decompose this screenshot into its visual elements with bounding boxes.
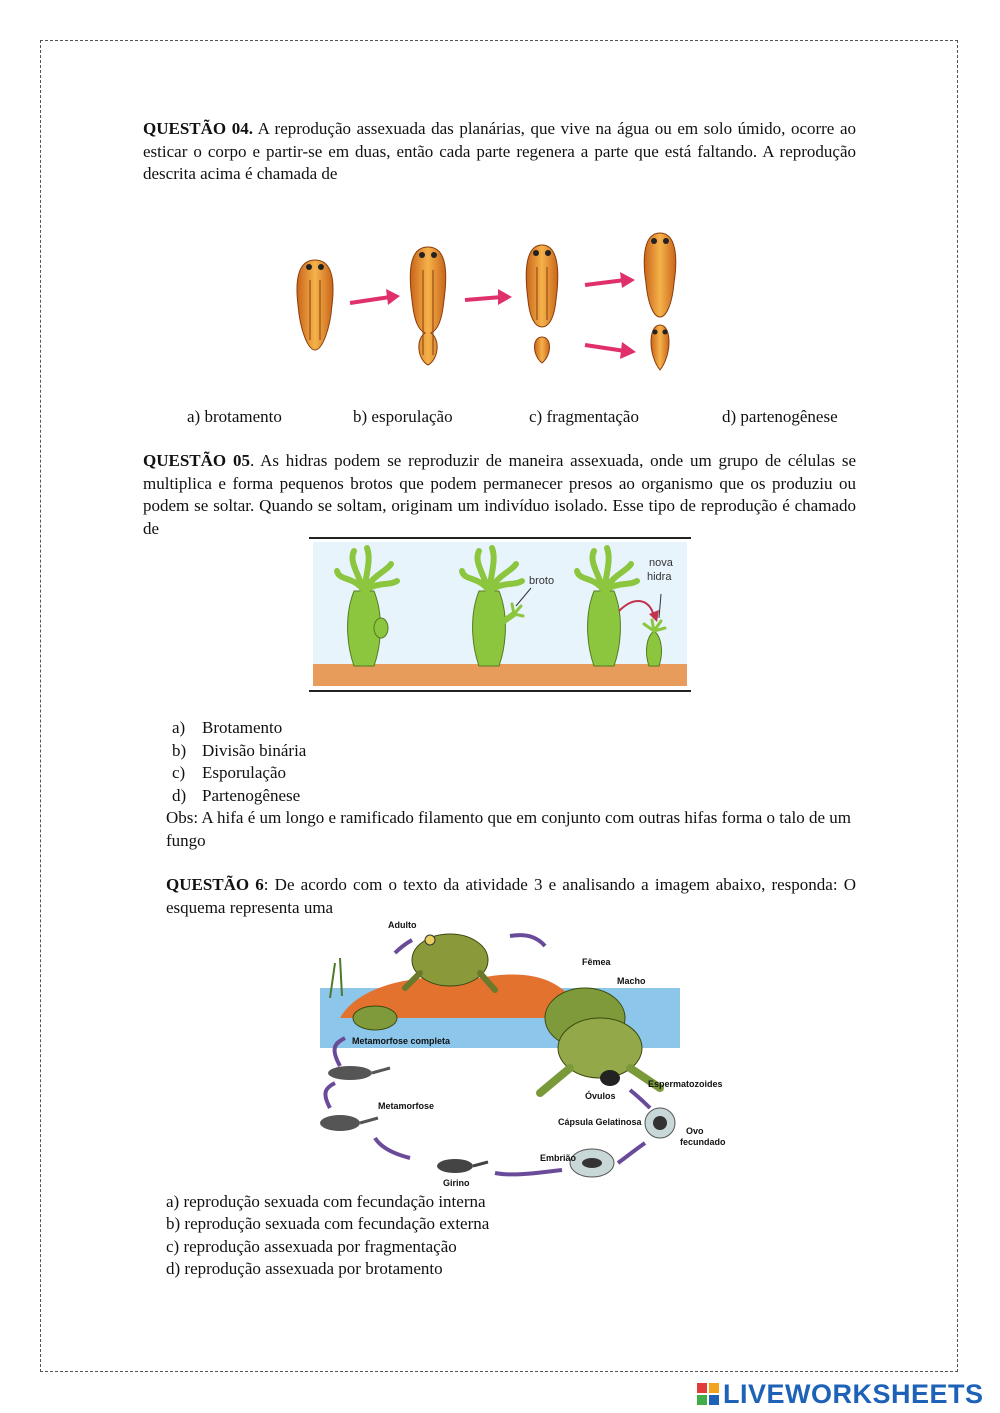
q6-option-b: b) reprodução sexuada com fecundação externa (166, 1214, 490, 1233)
label-espermatozoides: Espermatozoides (648, 1079, 723, 1089)
question-5-heading: QUESTÃO 05 (143, 451, 250, 470)
label-girino: Girino (443, 1178, 470, 1188)
planaria-regenerated (644, 233, 676, 370)
label-fecundado: fecundado (680, 1137, 726, 1147)
question-5-text (143, 450, 856, 540)
question-4-heading: QUESTÃO 04. (143, 119, 253, 138)
q5-option-d: d) Partenogênese (172, 785, 301, 805)
label-metamorfose: Metamorfose (378, 1101, 435, 1111)
question-6-text (166, 874, 856, 919)
q4-option-d: d) partenogênese (722, 407, 838, 426)
label-capsula: Cápsula Gelatinosa (558, 1117, 642, 1127)
label-adulto: Adulto (388, 920, 417, 930)
liveworksheets-logo (697, 1378, 984, 1410)
question-4-text (143, 118, 856, 186)
q5-options (172, 717, 306, 807)
label-metamorfose-completa: Metamorfose completa (352, 1036, 451, 1046)
label-ovulos: Óvulos (585, 1091, 616, 1101)
q6-option-d: d) reprodução assexuada por brotamento (166, 1259, 443, 1278)
label-femea: Fêmea (582, 957, 611, 967)
q5-option-a: a) Brotamento (172, 718, 283, 737)
new-hydra-label-1: nova (649, 557, 673, 569)
label-embriao: Embrião (540, 1153, 577, 1163)
q5-option-b: b) Divisão binária (172, 740, 307, 760)
q4-option-c: c) fragmentação (529, 407, 639, 426)
question-6-heading: QUESTÃO 6 (166, 875, 264, 894)
label-ovo: Ovo (686, 1126, 704, 1136)
q5-note: Obs: A hifa é um longo e ramificado filamento que em conjunto com outras hifas forma o talo de um fungo (166, 808, 852, 850)
q4-option-a: a) brotamento (187, 407, 282, 426)
hydra-figure (309, 536, 691, 696)
question-4-body: A reprodução assexuada das planárias, que vive na água ou em solo úmido, ocorre ao esticar o corpo e partir-se em duas, então cada parte regenera a parte que está faltando. A reprodução descrita acima é chamada de (143, 119, 856, 183)
question-5-body: . As hidras podem se reproduzir de maneira assexuada, onde um grupo de células se multiplica e forma pequenos brotos que podem permanecer presos ao organismo que os produziu ou podem se soltar. Quando se soltam, originam um indivíduo isolado. Esse tipo de reprodução é chamado de (143, 451, 857, 538)
planaria-whole (297, 260, 333, 350)
liveworksheets-brand: LIVEWORKSHEETS (723, 1378, 984, 1409)
liveworksheets-logo-icon (697, 1383, 719, 1405)
planaria-figure (280, 225, 700, 380)
q5-option-c: c) Esporulação (172, 763, 287, 782)
q6-option-a: a) reprodução sexuada com fecundação interna (166, 1192, 486, 1211)
frog-lifecycle-figure (300, 918, 730, 1190)
q6-option-c: c) reprodução assexuada por fragmentação (166, 1237, 457, 1256)
q4-option-b: b) esporulação (353, 407, 453, 426)
new-hydra-label-2: hidra (647, 571, 672, 583)
planaria-stretched (410, 247, 445, 365)
hydra-bud-label: broto (529, 575, 555, 587)
planaria-split (526, 245, 558, 363)
label-macho: Macho (617, 976, 646, 986)
question-6-body: : De acordo com o texto da atividade 3 e analisando a imagem abaixo, responda: O esquema representa uma (166, 875, 857, 917)
